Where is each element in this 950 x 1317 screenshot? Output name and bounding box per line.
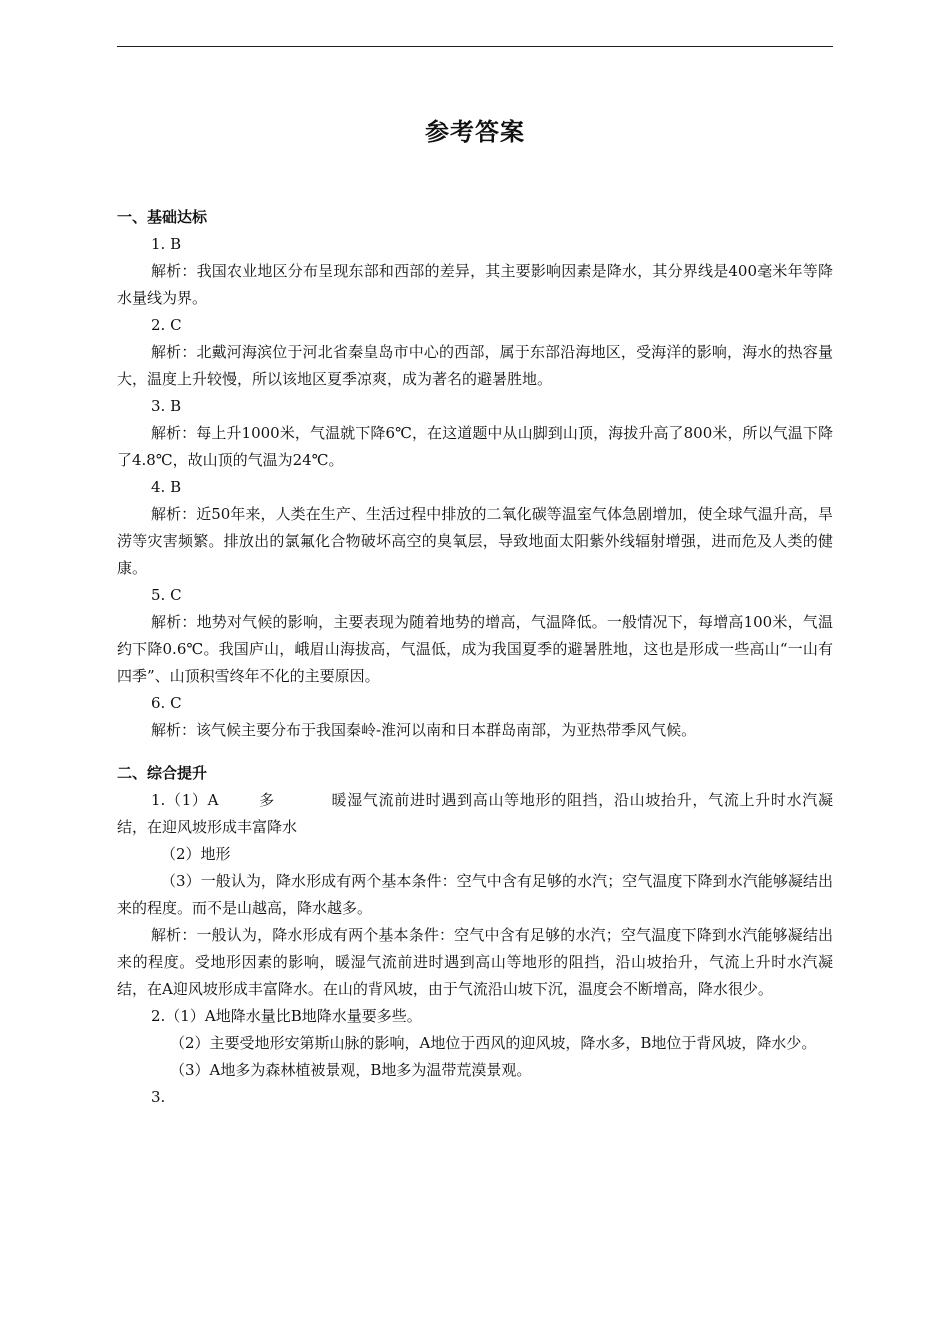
analysis-2: 解析：北戴河海滨位于河北省秦皇岛市中心的西部，属于东部沿海地区，受海洋的影响，海水的热容量大，温度上升较慢，所以该地区夏季凉爽，成为著名的避暑胜地。	[117, 343, 833, 388]
section2-heading: 二、综合提升	[117, 764, 208, 782]
q1-analysis: 解析：一般认为，降水形成有两个基本条件：空气中含有足够的水汽；空气温度下降到水汽能够凝结出来的程度。受地形因素的影响，暖湿气流前进时遇到高山等地形的阻挡，沿山坡抬升，气流上升时水汽凝结，在A迎风坡形成丰富降水。在山的背风坡，由于气流沿山坡下沉，温度会不断增高，降水很少。	[117, 926, 833, 998]
q2-part3: （3）A地多为森林植被景观，B地多为温带荒漠景观。	[170, 1061, 532, 1079]
answer-content	[117, 204, 833, 1111]
answer-5: 5. C	[151, 586, 182, 604]
q3: 3.	[151, 1088, 166, 1106]
answer-3: 3. B	[151, 397, 182, 415]
analysis-6: 解析：该气候主要分布于我国秦岭-淮河以南和日本群岛南部，为亚热带季风气候。	[151, 721, 697, 739]
analysis-3: 解析：每上升1000米，气温就下降6℃，在这道题中从山脚到山顶，海拔升高了800米，所以气温下降了4.8℃，故山顶的气温为24℃。	[117, 424, 833, 469]
page-title: 参考答案	[425, 118, 525, 146]
q2-part2: （2）主要受地形安第斯山脉的影响，A地位于西风的迎风坡，降水多，B地位于背风坡，降水少。	[170, 1034, 817, 1052]
analysis-1: 解析：我国农业地区分布呈现东部和西部的差异，其主要影响因素是降水，其分界线是400毫米年等降水量线为界。	[117, 262, 833, 307]
analysis-4: 解析：近50年来，人类在生产、生活过程中排放的二氧化碳等温室气体急剧增加，使全球气温升高，旱涝等灾害频繁。排放出的氯氟化合物破坏高空的臭氧层，导致地面太阳紫外线辐射增强，进而危及人类的健康。	[117, 505, 833, 577]
q1-prefix: 1.（1）A	[151, 791, 219, 809]
q1-part2: （2）地形	[161, 845, 231, 863]
q1-word: 多	[258, 791, 275, 809]
analysis-5: 解析：地势对气候的影响，主要表现为随着地势的增高，气温降低。一般情况下，每增高100米，气温约下降0.6℃。我国庐山，峨眉山海拔高，气温低，成为我国夏季的避暑胜地，这也是形成一些高山“一山有四季”、山顶积雪终年不化的主要原因。	[117, 613, 833, 685]
answer-2: 2. C	[151, 316, 182, 334]
answer-6: 6. C	[151, 694, 182, 712]
q1-part1	[117, 787, 833, 841]
section1-heading: 一、基础达标	[117, 208, 208, 226]
q1-part3: （3）一般认为，降水形成有两个基本条件：空气中含有足够的水汽；空气温度下降到水汽能够凝结出来的程度。而不是山越高，降水越多。	[117, 872, 833, 917]
answer-4: 4. B	[151, 478, 182, 496]
header-rule	[117, 46, 833, 47]
q2-part1: 2.（1）A地降水量比B地降水量要多些。	[151, 1007, 422, 1025]
q1-rest: 暖湿气流前进时遇到高山等地形的阻挡，沿山坡抬升，气流上升时水汽凝结，在迎风坡形成丰富降水	[117, 791, 833, 836]
answer-1: 1. B	[151, 235, 182, 253]
